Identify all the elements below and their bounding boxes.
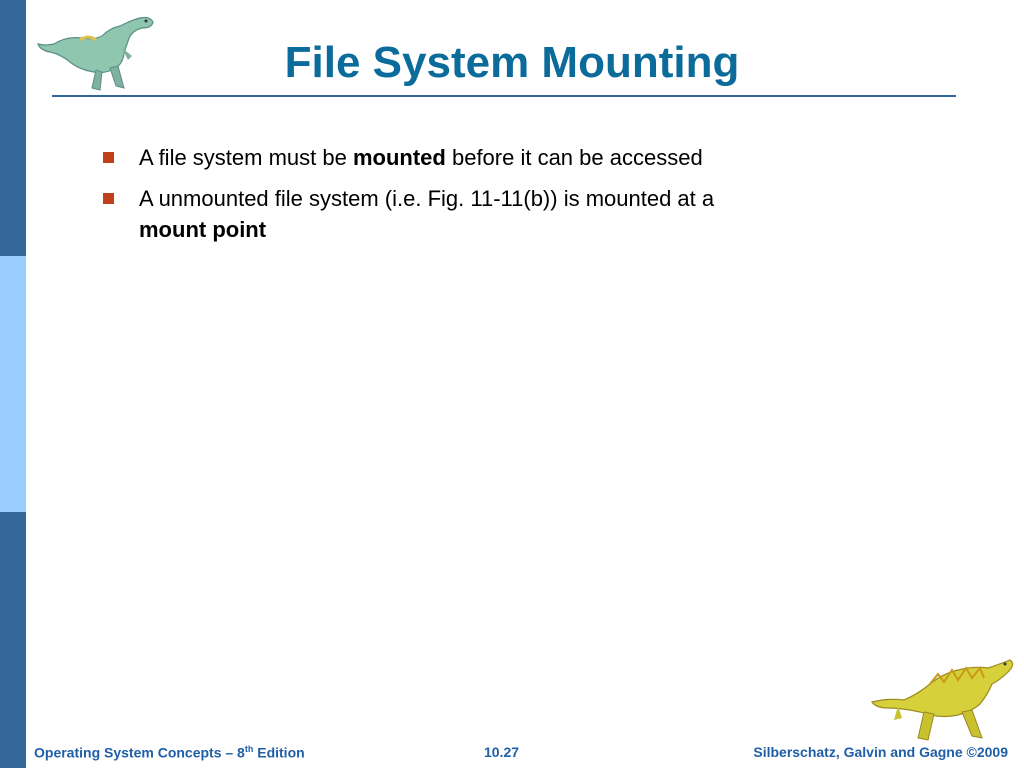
bullet-square-icon (103, 193, 114, 204)
bullet-text-tail: before it can be accessed (445, 145, 703, 170)
bullet-bold-text: mount point (139, 217, 267, 242)
bullet-list (100, 142, 860, 255)
dinosaur-icon (868, 654, 1018, 746)
page-title: File System Mounting (284, 38, 740, 87)
footer-edition-superscript: th (244, 744, 254, 754)
title-divider (52, 95, 956, 97)
list-item (100, 183, 860, 245)
footer-book-title-text: Operating System Concepts – 8 (34, 744, 245, 761)
bullet-text: A file system must be (139, 145, 353, 170)
bullet-bold-text: mounted (352, 145, 446, 170)
footer-book-title (34, 744, 305, 761)
sidebar-stripe-middle (0, 256, 26, 512)
footer-copyright: Silberschatz, Galvin and Gagne ©2009 (753, 744, 1008, 760)
bullet-square-icon (103, 152, 114, 163)
footer-edition-text: Edition (253, 744, 305, 761)
sidebar-stripe-bottom (0, 512, 26, 768)
slide-number: 10.27 (484, 744, 520, 760)
bullet-text: A unmounted file system (i.e. Fig. 11-11(b)) is mounted at a (139, 186, 715, 211)
list-item (100, 142, 860, 173)
